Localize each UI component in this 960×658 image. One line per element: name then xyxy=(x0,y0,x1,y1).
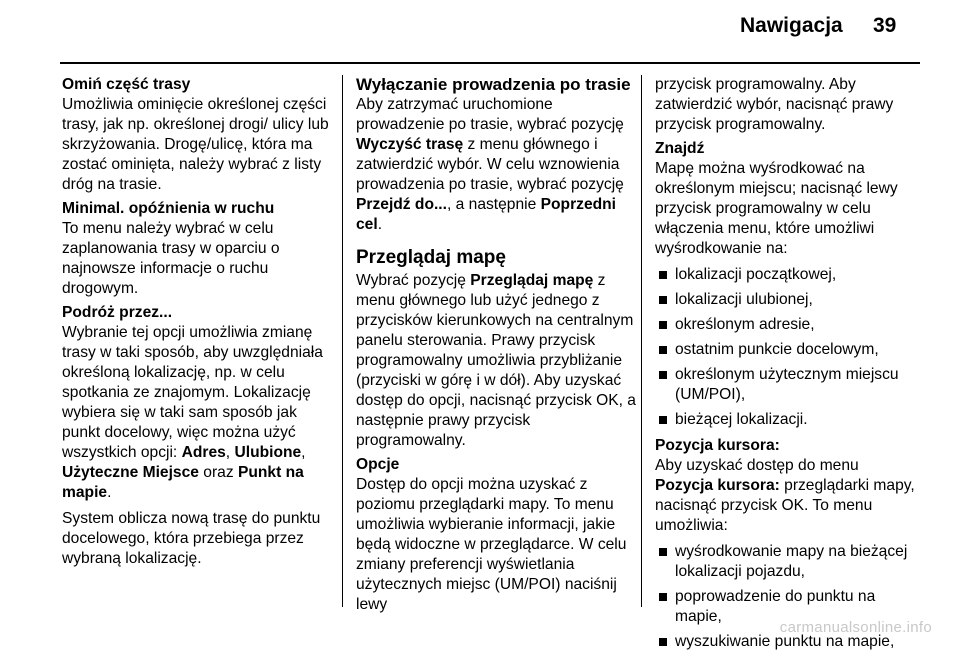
section-heading: Znajdź xyxy=(655,140,705,157)
column-divider-2 xyxy=(641,75,642,607)
section-heading: Opcje xyxy=(356,456,400,473)
section-heading: Wyłączanie prowadzenia po trasie xyxy=(356,75,631,94)
page-title: Nawigacja xyxy=(740,14,843,37)
section-heading: Minimal. opóźnienia w ruchu xyxy=(62,200,275,217)
list-item: określonym użytecznym miejscu (UM/POI), xyxy=(655,365,925,405)
bullet-list xyxy=(655,265,925,430)
watermark: carmanualsonline.info xyxy=(779,619,932,636)
section-text: To menu należy wybrać w celu zaplanowania trasy w oparciu o najnowsze informacje o ruchu drogowym. xyxy=(62,220,280,297)
list-item: poprowadzenie do punktu na mapie, xyxy=(655,587,925,627)
section-podroz-przez xyxy=(62,303,334,569)
list-item: wyszukiwanie punktu na mapie, xyxy=(655,632,925,652)
section-minimal-opoznienia xyxy=(62,199,334,299)
section-przegladaj-mape xyxy=(356,247,636,451)
column-3 xyxy=(655,75,925,658)
section-text: Mapę można wyśrodkować na określonym miejscu; nacisnąć lewy przycisk programowalny w celu włączenia menu, które umożliwi wyśrodkowanie na: xyxy=(655,160,898,257)
section-text: przycisk programowalny. Aby zatwierdzić wybór, nacisnąć prawy przycisk programowalny. xyxy=(655,76,894,133)
section-text: System oblicza nową trasę do punktu docelowego, która przebiega przez wybraną lokalizację. xyxy=(62,510,321,567)
list-item: ostatnim punkcie docelowym, xyxy=(655,340,925,360)
section-text: Umożliwia ominięcie określonej części trasy, jak np. określonej drogi/ ulicy lub skrzyżowania. Drogę/ulicę, która ma zostać ominięta, należy wybrać z listy dróg na trasie. xyxy=(62,96,329,193)
page-number: 39 xyxy=(873,14,897,37)
section-znajdz xyxy=(655,139,925,430)
section-text: Aby zatrzymać uruchomione prowadzenie po trasie, wybrać pozycję Wyczyść trasę z menu głównego i zatwierdzić wybór. W celu wznowienia prowadzenia po trasie, wybrać pozycję Przejdź do..., a następnie Poprzedni cel. xyxy=(356,96,624,233)
section-heading: Przeglądaj mapę xyxy=(356,247,506,268)
section-heading: Omiń część trasy xyxy=(62,76,191,93)
section-text: Wybrać pozycję Przeglądaj mapę z menu głównego lub użyć jednego z przycisków kierunkowych na centralnym panelu sterowania. Prawy przycisk programowalny umożliwia przybliżanie (przyciski w górę i w dół). Aby uzyskać dostęp do opcji, nacisnąć przycisk OK, a następnie prawy przycisk programowalny. xyxy=(356,272,636,449)
section-continuation xyxy=(655,75,925,135)
section-text: Wybranie tej opcji umożliwia zmianę trasy w taki sposób, aby uwzględniała określoną lokalizację, np. w celu spotkania ze znajomym. Lokalizację wybiera się w taki sam sposób jak punkt docelowy, więc można użyć wszystkich opcji: Adres, Ulubione, Użyteczne Miejsce oraz Punkt na mapie. xyxy=(62,324,323,501)
header-divider xyxy=(60,62,920,64)
section-omin-czesc-trasy xyxy=(62,75,334,195)
list-item: lokalizacji ulubionej, xyxy=(655,290,925,310)
section-text: Aby uzyskać dostęp do menu Pozycja kursora: przeglądarki mapy, nacisnąć przycisk OK. To menu umożliwia: xyxy=(655,457,915,534)
section-text: Dostęp do opcji można uzyskać z poziomu przeglądarki mapy. To menu umożliwia wybieranie informacji, jakie będą widoczne w przeglądarce. W celu zmiany preferencji wyświetlania użytecznych miejsc (UM/POI) naciśnij lewy xyxy=(356,476,627,613)
section-heading: Pozycja kursora: xyxy=(655,437,780,454)
list-item: wyśrodkowanie mapy na bieżącej lokalizacji pojazdu, xyxy=(655,542,925,582)
section-wylaczanie-prowadzenia xyxy=(356,75,636,235)
list-item: lokalizacji początkowej, xyxy=(655,265,925,285)
column-divider-1 xyxy=(342,75,343,607)
list-item: określonym adresie, xyxy=(655,315,925,335)
section-opcje xyxy=(356,455,636,615)
column-2 xyxy=(356,75,636,619)
column-1 xyxy=(62,75,334,575)
list-item: bieżącej lokalizacji. xyxy=(655,410,925,430)
section-heading: Podróż przez... xyxy=(62,304,173,321)
